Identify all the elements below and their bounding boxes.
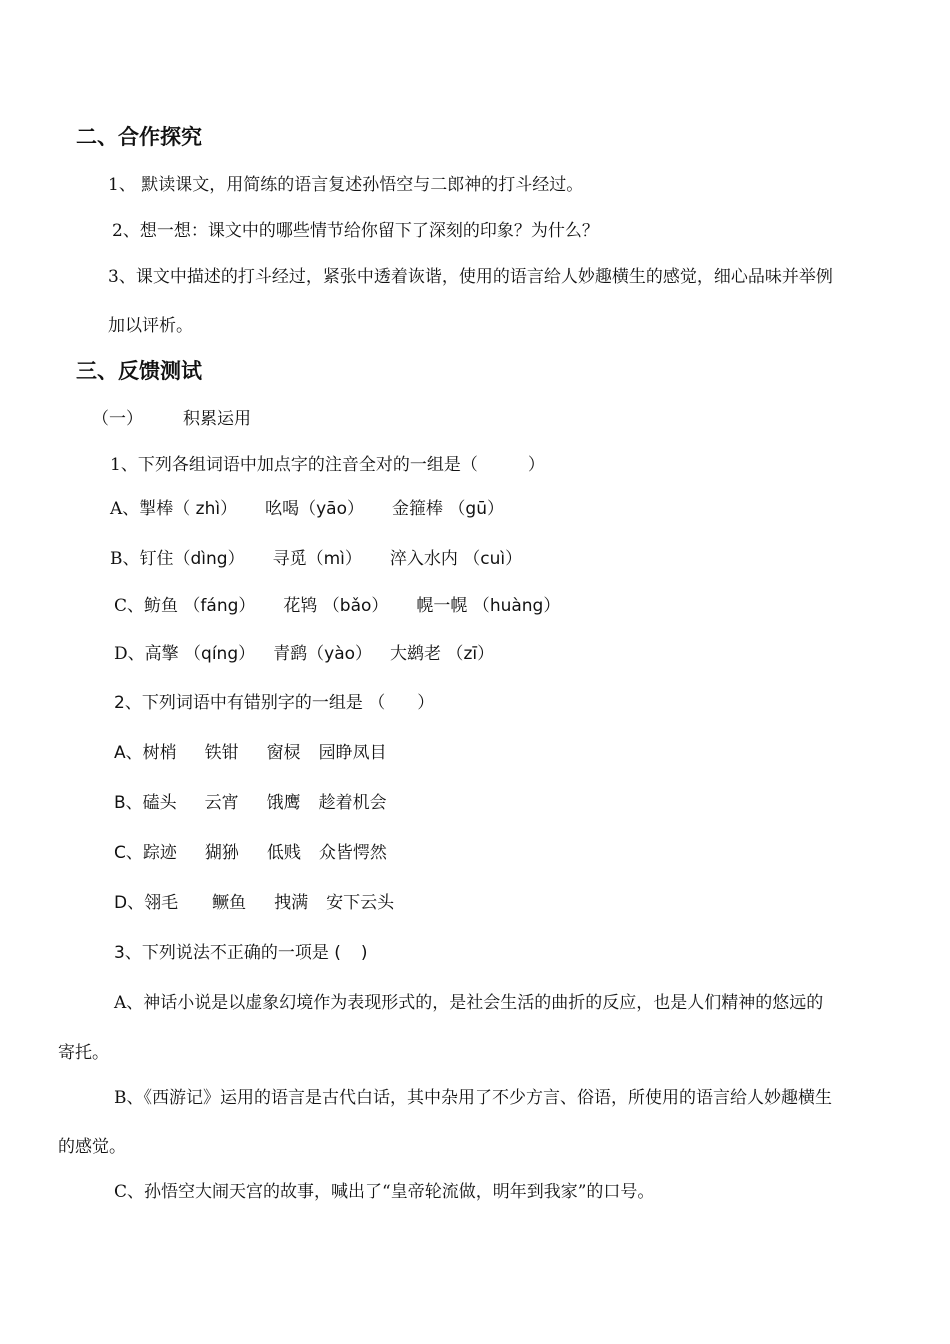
q2-option-a <box>114 741 387 765</box>
pinyin: gū） <box>465 499 504 519</box>
q3-stem-close: ) <box>360 943 368 963</box>
option-word: 安下云头 <box>326 893 395 913</box>
q1-stem-close: ） <box>527 455 545 475</box>
option-word: 金箍棒 （ <box>392 499 466 519</box>
section-2-heading: 二、合作探究 <box>76 125 202 149</box>
option-word: 云宵 <box>204 793 239 813</box>
pinyin: qíng） <box>201 644 256 664</box>
pinyin: fáng） <box>200 596 256 616</box>
option-word: C、鲂鱼 （ <box>114 596 201 616</box>
option-word: 吆喝（ <box>265 499 317 519</box>
q2-option-b <box>114 791 387 815</box>
option-word: A、树梢 <box>114 743 177 763</box>
pinyin: huàng） <box>489 596 561 616</box>
q2-stem <box>114 691 434 715</box>
option-word: 园睁凤目 <box>318 743 387 763</box>
q3-option-c-line1: C、孙悟空大闹天宫的故事，喊出了“皇帝轮流做，明年到我家”的口号。 <box>114 1182 655 1202</box>
sec2-question-2: 2、想一想：课文中的哪些情节给你留下了深刻的印象？为什么？ <box>112 221 599 241</box>
pinyin: zī） <box>463 644 495 664</box>
option-word: 饿鹰 <box>266 793 301 813</box>
q3-stem-text: 3、下列说法不正确的一项是 ( <box>114 943 341 963</box>
section-3-heading: 三、反馈测试 <box>76 359 202 383</box>
option-word: 幌一幌 （ <box>416 596 490 616</box>
q2-stem-text: 2、下列词语中有错别字的一组是 （ <box>114 693 386 713</box>
q1-stem-text: 1、下列各组词语中加点字的注音全对的一组是（ <box>110 455 478 475</box>
q2-option-c <box>114 841 387 865</box>
option-word: 淬入水内 （ <box>389 549 481 569</box>
q3-stem <box>114 941 368 965</box>
sec2-question-3-line2: 加以评析。 <box>108 316 193 336</box>
q1-option-b <box>110 547 522 571</box>
option-word: 花鸨 （ <box>283 596 340 616</box>
sec2-question-3-line1: 3、课文中描述的打斗经过，紧张中透着诙谐，使用的语言给人妙趣横生的感觉，细心品味并举例 <box>108 267 833 287</box>
q2-option-d <box>114 891 394 915</box>
q3-option-b-line1: B、《西游记》运用的语言是古代白话，其中杂用了不少方言、俗语，所使用的语言给人妙趣横生 <box>114 1088 832 1108</box>
q1-stem <box>110 453 545 477</box>
option-word: 铁钳 <box>204 743 239 763</box>
option-word: B、磕头 <box>114 793 177 813</box>
option-word: 窗棂 <box>266 743 301 763</box>
sec2-question-1: 1、 默读课文，用简练的语言复述孙悟空与二郎神的打斗经过。 <box>108 175 584 195</box>
option-word: D、高擎 （ <box>114 644 202 664</box>
q1-option-c <box>114 594 560 618</box>
pinyin: mì） <box>323 549 362 569</box>
q3-option-a-line1: A、神话小说是以虚象幻境作为表现形式的，是社会生活的曲折的反应，也是人们精神的悠远的 <box>114 993 824 1013</box>
option-word: 鳜鱼 <box>212 893 247 913</box>
option-word: 趁着机会 <box>318 793 387 813</box>
q1-option-d <box>114 642 494 666</box>
option-word: A、掣棒（ <box>110 499 191 519</box>
q3-option-b-line2: 的感觉。 <box>58 1137 126 1157</box>
option-word: 寻觅（ <box>272 549 324 569</box>
subsection-number: （一） <box>92 409 143 429</box>
option-word: 低贱 <box>266 843 301 863</box>
q2-stem-close: ） <box>417 693 435 713</box>
pinyin: yāo） <box>316 499 364 519</box>
pinyin: zhì） <box>190 499 238 519</box>
pinyin: cuì） <box>480 549 523 569</box>
pinyin: dìng） <box>190 549 245 569</box>
option-word: 拽满 <box>274 893 309 913</box>
subsection-heading <box>92 407 251 431</box>
option-word: 猢狲 <box>204 843 239 863</box>
pinyin: bǎo） <box>339 596 389 616</box>
option-word: 青鹞（ <box>273 644 325 664</box>
option-word: C、踪迹 <box>114 843 177 863</box>
option-word: B、钉住（ <box>110 549 191 569</box>
option-word: 众皆愕然 <box>318 843 387 863</box>
q3-option-a-line2: 寄托。 <box>58 1043 109 1063</box>
pinyin: yào） <box>324 644 373 664</box>
option-word: 大鹚老 （ <box>390 644 464 664</box>
option-word: D、翎毛 <box>114 893 179 913</box>
q1-option-a <box>110 497 504 521</box>
subsection-label: 积累运用 <box>183 409 251 429</box>
